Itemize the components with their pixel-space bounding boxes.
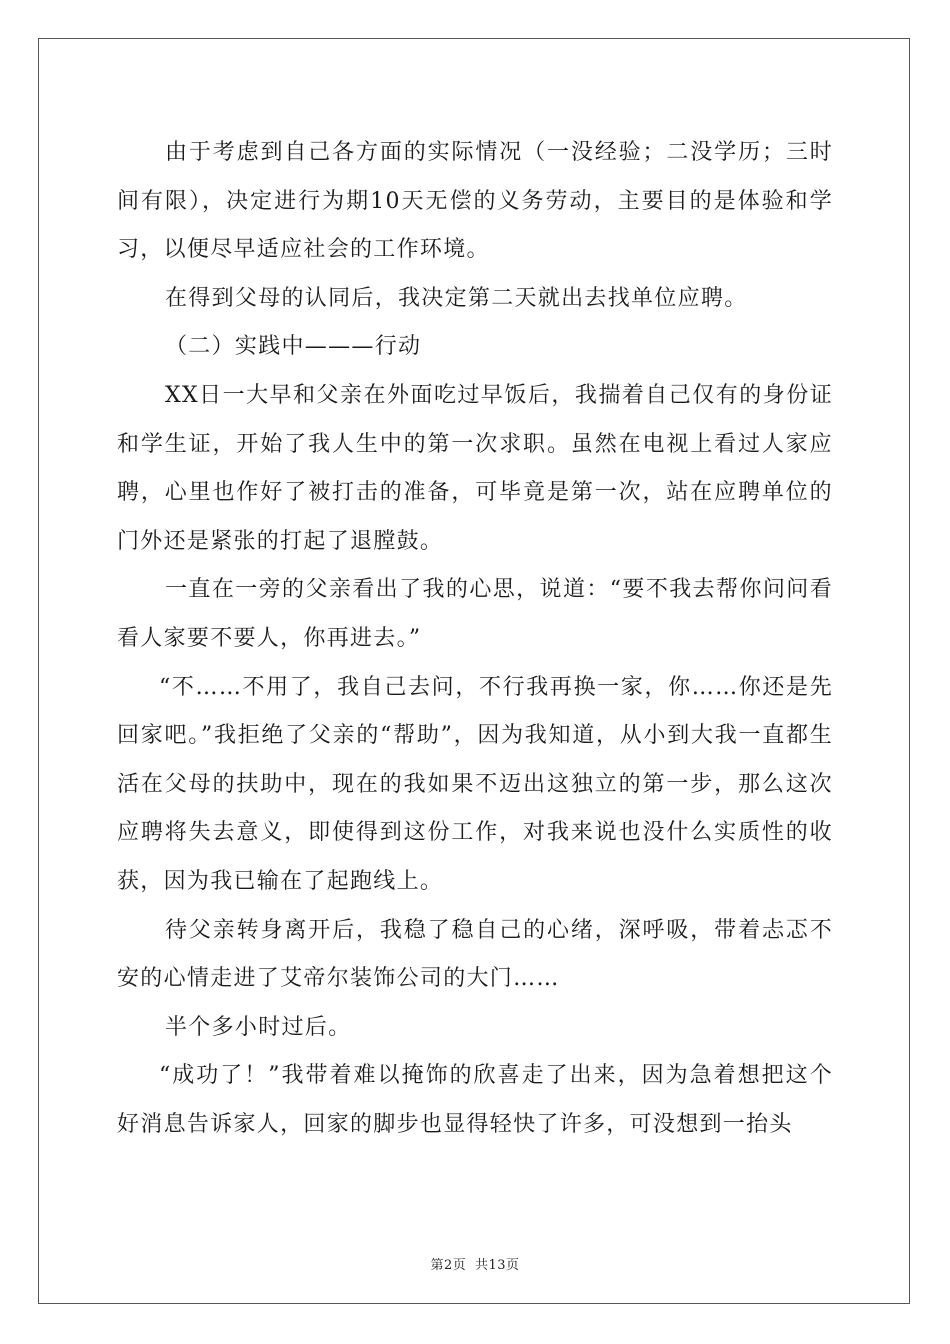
document-body [117,129,833,1149]
page-total: 共13页 [474,1258,520,1273]
paragraph: 待父亲转身离开后，我稳了稳自己的心绪，深呼吸，带着忐忑不安的心情走进了艾帝尔装饰公司的大门…… [117,917,833,992]
page-footer [0,1254,950,1273]
paragraph: “成功了！”我带着难以掩饰的欣喜走了出来，因为急着想把这个好消息告诉家人，回家的脚步也显得轻快了许多，可没想到一抬头 [117,1063,833,1137]
paragraph: “不……不用了，我自己去问，不行我再换一家，你……你还是先回家吧。”我拒绝了父亲的“帮助”，因为我知道，从小到大我一直都生活在父母的扶助中，现在的我如果不迈出这独立的第一步，那么这次应聘将失去意义，即使得到这份工作，对我来说也没什么实质性的收获，因为我已输在了起跑线上。 [117,674,833,894]
paragraph: 在得到父母的认同后，我决定第二天就出去找单位应聘。 [165,285,748,311]
section-heading: （二）实践中———行动 [165,334,422,360]
paragraph: XX日一大早和父亲在外面吃过早饭后，我揣着自己仅有的身份证和学生证，开始了我人生中的第一次求职。虽然在电视上看过人家应聘，心里也作好了被打击的准备，可毕竟是第一次，站在应聘单位的门外还是紧张的打起了退膛鼓。 [117,382,833,554]
paragraph: 由于考虑到自己各方面的实际情况（一没经验；二没学历；三时间有限），决定进行为期10天无偿的义务劳动，主要目的是体验和学习，以便尽早适应社会的工作环境。 [117,140,833,263]
paragraph: 一直在一旁的父亲看出了我的心思，说道：“要不我去帮你问问看看人家要不要人，你再进去。” [117,577,833,651]
paragraph: 半个多小时过后。 [165,1014,352,1040]
page-number: 第2页 [430,1258,467,1273]
